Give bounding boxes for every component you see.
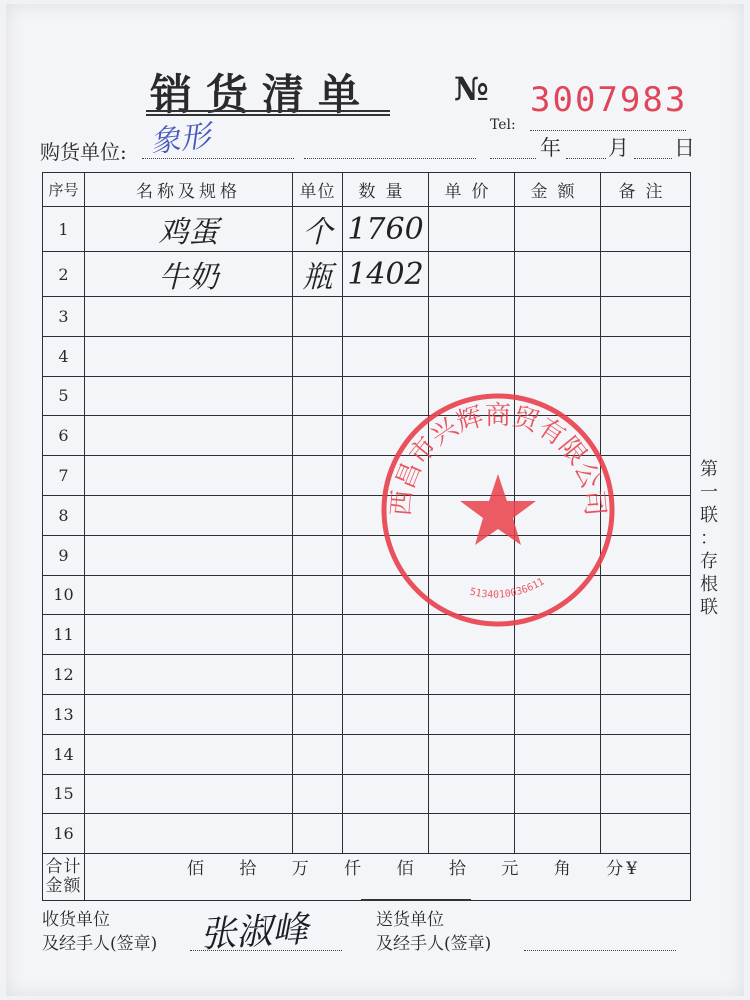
total-label: [43, 854, 85, 901]
cell-unit[interactable]: [293, 336, 343, 376]
cell-name[interactable]: [85, 297, 293, 337]
header-price: 单价: [429, 173, 515, 207]
cell-price[interactable]: [429, 655, 515, 695]
cell-name[interactable]: [85, 734, 293, 774]
cell-name[interactable]: [85, 694, 293, 734]
table-row: [43, 297, 691, 337]
cell-unit[interactable]: [293, 734, 343, 774]
number-sign: №: [454, 70, 489, 108]
unit-bai: 佰: [186, 859, 205, 880]
cell-note[interactable]: [601, 252, 691, 297]
cell-no: 2: [43, 252, 85, 297]
cell-note[interactable]: [601, 336, 691, 376]
cell-amount[interactable]: [515, 297, 601, 337]
copy-label-char: 存: [700, 551, 718, 572]
month-line: [566, 158, 606, 159]
cell-price[interactable]: [429, 774, 515, 814]
cell-no: 9: [43, 535, 85, 575]
cell-amount[interactable]: [515, 814, 601, 854]
cell-unit[interactable]: [293, 207, 343, 252]
cell-qty[interactable]: [343, 336, 429, 376]
sender-label: [376, 908, 491, 956]
cell-no: 13: [43, 694, 85, 734]
table-row: [43, 336, 691, 376]
cell-name[interactable]: [85, 376, 293, 416]
table-row: [43, 694, 691, 734]
table-row: [43, 774, 691, 814]
cell-note[interactable]: [601, 734, 691, 774]
total-amount-field[interactable]: [85, 854, 691, 901]
cell-no: 16: [43, 814, 85, 854]
cell-unit[interactable]: [293, 774, 343, 814]
cell-name[interactable]: [85, 655, 293, 695]
title-underline: [146, 110, 390, 112]
cell-price[interactable]: [429, 207, 515, 252]
day-label: 日: [674, 136, 695, 160]
cell-qty[interactable]: [343, 297, 429, 337]
cell-qty[interactable]: [343, 774, 429, 814]
cell-unit[interactable]: [293, 416, 343, 456]
tel-label: Tel:: [490, 117, 516, 133]
cell-amount[interactable]: [515, 694, 601, 734]
cell-qty[interactable]: [343, 694, 429, 734]
cell-no: 1: [43, 207, 85, 252]
header-amount: 金额: [515, 173, 601, 207]
cell-note[interactable]: [601, 655, 691, 695]
year-label: 年: [540, 136, 561, 160]
cell-price[interactable]: [429, 694, 515, 734]
cell-price[interactable]: [429, 734, 515, 774]
unit-shi: 拾: [239, 859, 258, 880]
sender-label-line1: 送货单位: [376, 910, 444, 930]
cell-note[interactable]: [601, 694, 691, 734]
cell-name[interactable]: [85, 456, 293, 496]
receiver-label-line1: 收货单位: [42, 910, 110, 930]
day-line: [634, 158, 672, 159]
cell-name-value: 牛奶: [158, 260, 219, 295]
cell-amount[interactable]: [515, 734, 601, 774]
table-row: [43, 734, 691, 774]
unit-yuan: 元: [501, 859, 520, 880]
cell-qty[interactable]: [343, 207, 429, 252]
table-row: [43, 655, 691, 695]
copy-label-char: ：: [700, 528, 718, 549]
cell-unit-value: 瓶: [302, 260, 333, 295]
cell-unit[interactable]: [293, 456, 343, 496]
cell-no: 12: [43, 655, 85, 695]
unit-wan: 万: [291, 859, 310, 880]
cell-unit[interactable]: [293, 694, 343, 734]
cell-qty[interactable]: [343, 655, 429, 695]
cell-no: 11: [43, 615, 85, 655]
copy-label: [697, 458, 721, 619]
cell-amount[interactable]: [515, 774, 601, 814]
cell-name[interactable]: [85, 416, 293, 456]
currency-symbol: ¥: [626, 859, 639, 880]
cell-unit[interactable]: [293, 535, 343, 575]
receiver-label: [42, 908, 157, 956]
cell-qty-value: 1760: [347, 211, 424, 247]
total-row: [43, 854, 691, 901]
unit-jiao: 角: [553, 859, 572, 880]
receiver-label-line2: 及经手人(签章): [42, 934, 158, 954]
page-title: 销货清单: [150, 70, 375, 119]
cell-unit[interactable]: [293, 615, 343, 655]
cell-name[interactable]: [85, 252, 293, 297]
cell-name[interactable]: [85, 535, 293, 575]
cell-note[interactable]: [601, 297, 691, 337]
buyer-line: [142, 158, 294, 159]
header-unit: 单位: [293, 173, 343, 207]
cell-name[interactable]: [85, 207, 293, 252]
serial-number: 3007983: [530, 80, 688, 120]
cell-qty[interactable]: [343, 252, 429, 297]
unit-bai-2: 佰: [396, 859, 415, 880]
unit-shi-2: 拾: [448, 859, 467, 880]
month-label: 月: [608, 136, 629, 160]
cell-no: 7: [43, 456, 85, 496]
cell-price[interactable]: [429, 336, 515, 376]
unit-fen: 分: [606, 859, 625, 880]
table-row: [43, 207, 691, 252]
header-note: 备注: [601, 173, 691, 207]
header-name: 名称及规格: [85, 173, 293, 207]
cell-price[interactable]: [429, 814, 515, 854]
seal-company-text: 西昌市兴辉商贸有限公司: [386, 400, 610, 518]
cell-unit[interactable]: [293, 814, 343, 854]
cell-no: 5: [43, 376, 85, 416]
cell-name[interactable]: [85, 495, 293, 535]
copy-label-char: 联: [700, 597, 718, 618]
table-row: [43, 814, 691, 854]
unit-qian: 仟: [344, 859, 363, 880]
cell-no: 3: [43, 297, 85, 337]
cell-unit[interactable]: [293, 575, 343, 615]
cell-unit[interactable]: [293, 297, 343, 337]
cell-unit[interactable]: [293, 252, 343, 297]
cell-qty[interactable]: [343, 734, 429, 774]
buyer-label: 购货单位:: [40, 140, 127, 164]
cell-note[interactable]: [601, 207, 691, 252]
cell-note[interactable]: [601, 774, 691, 814]
total-label-line2: 金额: [45, 876, 82, 897]
buyer-line-2: [304, 158, 476, 159]
cell-amount[interactable]: [515, 655, 601, 695]
copy-label-char: 联: [700, 505, 718, 526]
table-row: [43, 252, 691, 297]
cell-no: 8: [43, 495, 85, 535]
cell-no: 14: [43, 734, 85, 774]
cell-name[interactable]: [85, 615, 293, 655]
cell-unit[interactable]: [293, 655, 343, 695]
copy-label-char: 第: [700, 459, 718, 480]
copy-label-char: 一: [700, 482, 718, 503]
cell-name-value: 鸡蛋: [158, 215, 219, 250]
cell-no: 10: [43, 575, 85, 615]
cell-amount[interactable]: [515, 336, 601, 376]
seal-star-icon: [460, 474, 536, 545]
cell-price[interactable]: [429, 297, 515, 337]
cell-name[interactable]: [85, 774, 293, 814]
cell-no: 4: [43, 336, 85, 376]
seal-code-text: 5134010036611: [468, 576, 547, 601]
cell-amount[interactable]: [515, 252, 601, 297]
cell-unit-value: 个: [302, 215, 333, 250]
cell-amount[interactable]: [515, 207, 601, 252]
cell-unit[interactable]: [293, 495, 343, 535]
cell-no: 6: [43, 416, 85, 456]
cell-qty-value: 1402: [347, 256, 424, 292]
total-label-line1: 合计: [45, 857, 82, 878]
buyer-name: 象形: [148, 118, 213, 161]
cell-unit[interactable]: [293, 376, 343, 416]
header-quantity: 数量: [343, 173, 429, 207]
company-seal: [376, 388, 620, 632]
cell-name[interactable]: [85, 814, 293, 854]
sender-label-line2: 及经手人(签章): [376, 934, 492, 954]
cell-name[interactable]: [85, 336, 293, 376]
cell-name[interactable]: [85, 575, 293, 615]
receiver-signature: 张淑峰: [199, 909, 310, 956]
year-line: [490, 158, 536, 159]
cell-no: 15: [43, 774, 85, 814]
cell-price[interactable]: [429, 252, 515, 297]
total-yen-line: [361, 879, 471, 900]
copy-label-char: 根: [700, 574, 718, 595]
tel-line: [530, 130, 686, 131]
header-index: 序号: [43, 173, 85, 207]
cell-note[interactable]: [601, 814, 691, 854]
cell-qty[interactable]: [343, 814, 429, 854]
table-header-row: [43, 173, 691, 207]
sender-sign-line: [524, 950, 676, 951]
